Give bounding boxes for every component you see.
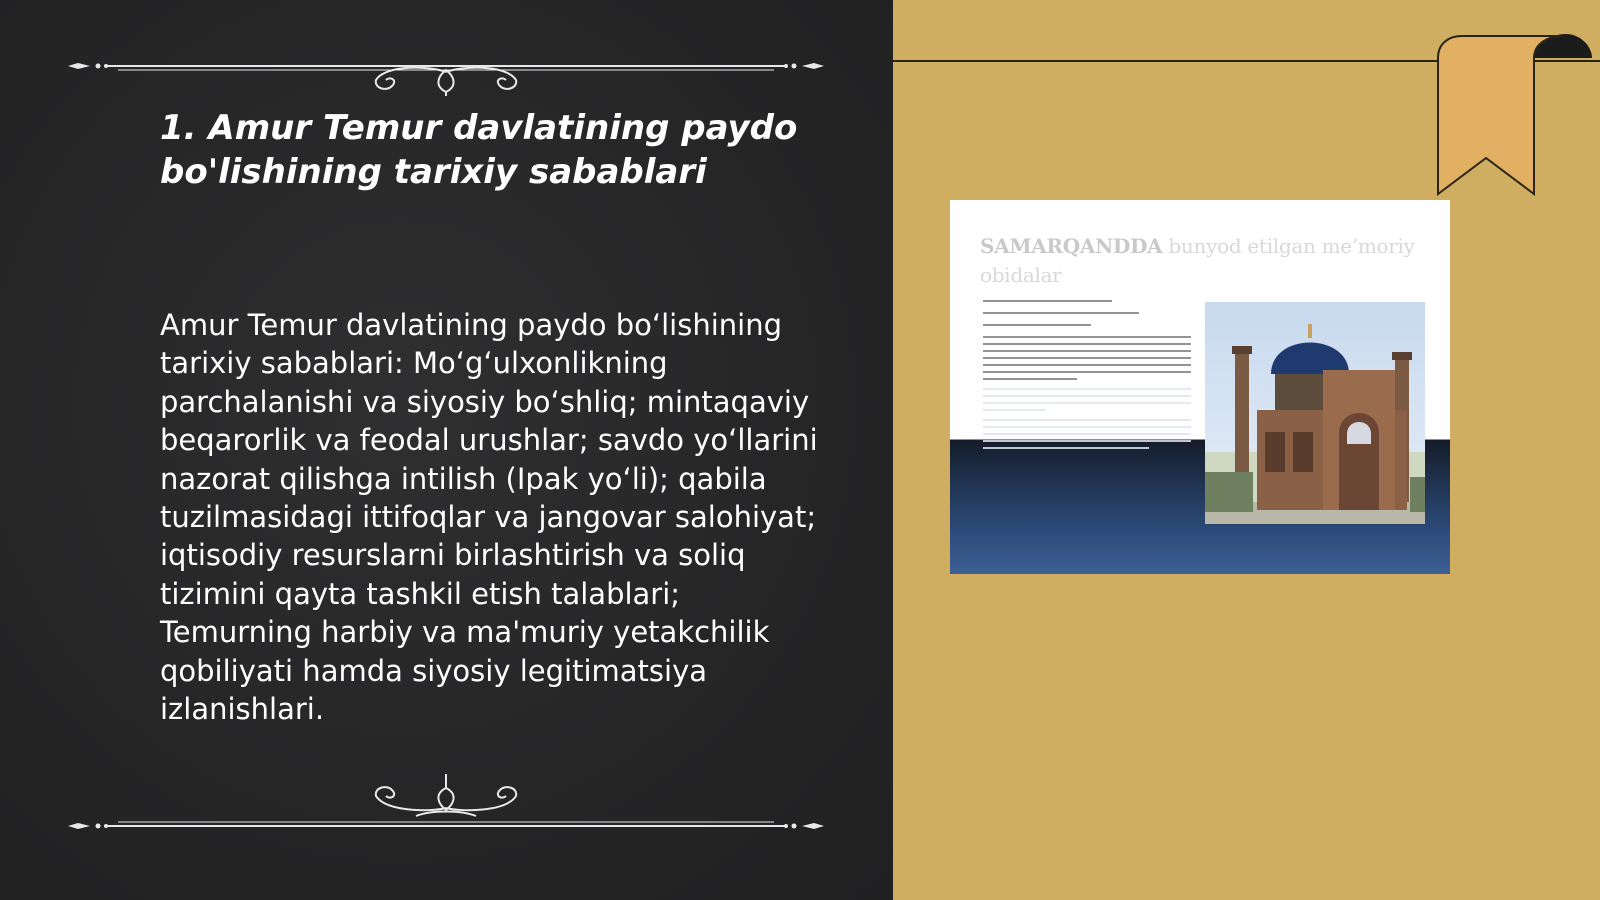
body-text: Amur Temur davlatining paydo bo‘lishining tarixiy sabablari: Mo‘g‘ulxonlikning parchalanishi va siyosiy bo‘shliq; mintaqaviy beqarorlik va feodal urushlar; savdo yo‘llarini nazorat qilishga intilish (Ipak yo‘li); qabila tuzilmasidagi ittifoqlar va jangovar salohiyat; iqtisodiy resurslarni birlashtirish va soliq tizimini qayta tashkil etish talablari; Temurning harbiy va ma'muriy yetakchilik qobiliyati hamda siyosiy legitimatsiya izlanishlari. bbox=[160, 308, 818, 727]
embedded-slide-image bbox=[950, 200, 1450, 574]
page-title: 1. Amur Temur davlatining paydo bo'lishining tarixiy sabablari bbox=[160, 108, 798, 192]
slide-title bbox=[980, 232, 1420, 290]
slide-title-rest: bunyod etilgan me’moriy obidalar bbox=[980, 234, 1415, 287]
slide-title-caps: SAMARQANDDA bbox=[980, 234, 1163, 258]
slide-text-lines bbox=[983, 300, 1191, 454]
mosque-photo-icon bbox=[1205, 302, 1425, 524]
ornament-bottom-icon bbox=[66, 772, 826, 832]
bookmark-ribbon-icon bbox=[1434, 34, 1594, 204]
ornament-top-icon bbox=[66, 36, 826, 96]
